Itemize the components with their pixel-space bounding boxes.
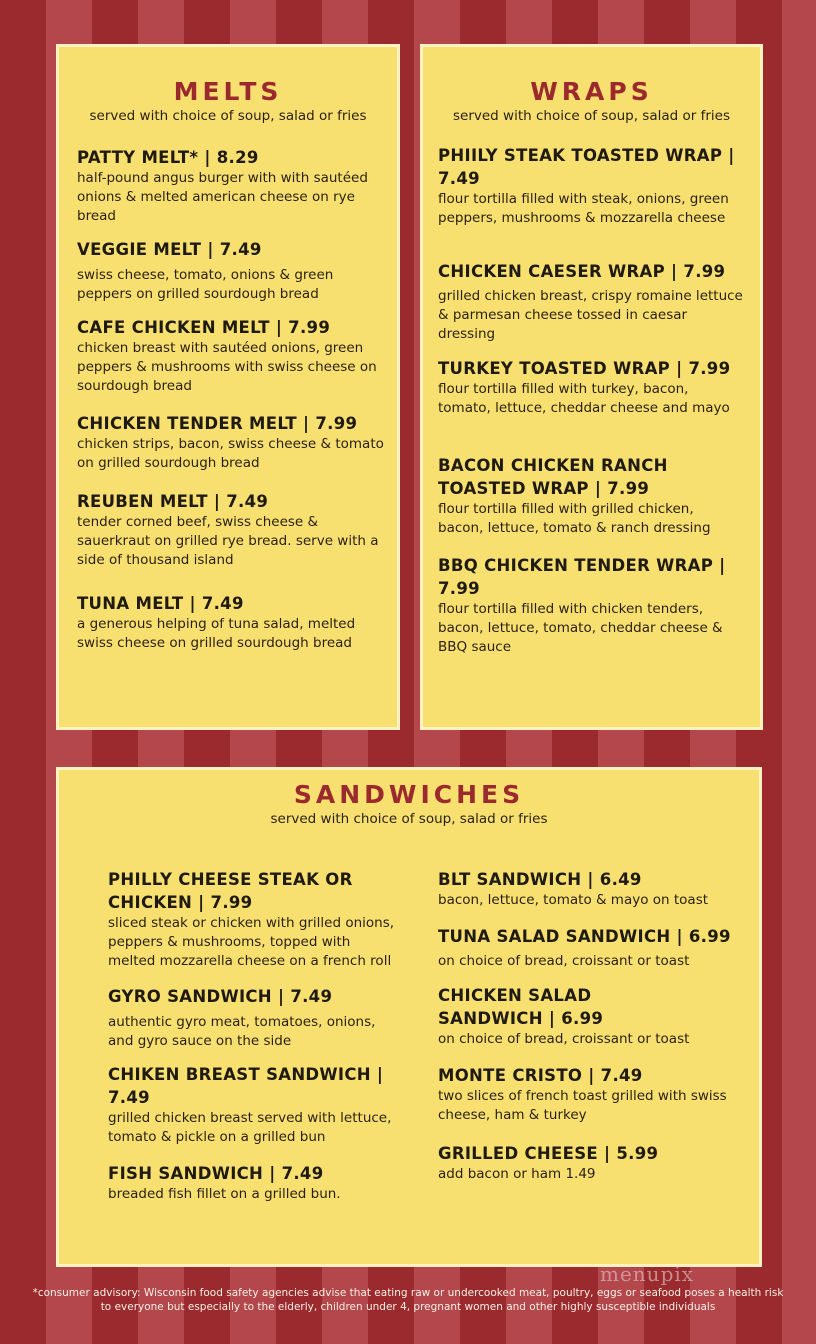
item-desc: swiss cheese, tomato, onions & green peppers on grilled sourdough bread xyxy=(77,267,334,302)
item-name: BACON CHICKEN RANCH TOASTED WRAP | 7.99 xyxy=(438,456,668,498)
item-name: CHICKEN CAESER WRAP | 7.99 xyxy=(438,262,726,281)
wraps-title: WRAPS xyxy=(530,77,653,106)
item-name: BLT SANDWICH | 6.49 xyxy=(438,870,642,889)
item-name: CAFE CHICKEN MELT | 7.99 xyxy=(77,318,331,337)
sandwiches-panel xyxy=(56,767,762,1267)
item-desc: grilled chicken breast served with lettuce, tomato & pickle on a grilled bun xyxy=(108,1110,392,1145)
melts-subtitle: served with choice of soup, salad or fries xyxy=(89,108,367,124)
menu-item xyxy=(77,412,387,473)
item-name: CHICKEN SALAD SANDWICH | 6.99 xyxy=(438,986,604,1028)
item-desc: flour tortilla filled with turkey, bacon, tomato, lettuce, cheddar cheese and mayo xyxy=(438,381,730,416)
item-name: CHICKEN TENDER MELT | 7.99 xyxy=(77,414,358,433)
advisory-line-2: to everyone but especially to the elderly, children under 4, pregnant women and other highly susceptible individuals xyxy=(100,1301,716,1313)
menu-item xyxy=(438,925,738,971)
item-name: MONTE CRISTO | 7.49 xyxy=(438,1066,643,1085)
item-name: PHIILY STEAK TOASTED WRAP | 7.49 xyxy=(438,146,735,188)
item-desc: sliced steak or chicken with grilled onions, peppers & mushrooms, topped with melted mozzarella cheese on a french roll xyxy=(108,915,395,969)
item-desc: flour tortilla filled with grilled chicken, bacon, lettuce, tomato & ranch dressing xyxy=(438,501,711,536)
sandwiches-title: SANDWICHES xyxy=(293,780,525,809)
menu-item xyxy=(438,1064,738,1125)
menu-item xyxy=(438,357,743,418)
menu-item xyxy=(438,1142,738,1184)
melts-panel xyxy=(56,44,400,730)
item-desc: flour tortilla filled with steak, onions, green peppers, mushrooms & mozzarella cheese xyxy=(438,191,729,226)
menu-item xyxy=(77,146,387,226)
item-desc: on choice of bread, croissant or toast xyxy=(438,1031,690,1047)
menu-item xyxy=(108,985,398,1051)
menu-item xyxy=(438,144,743,228)
wraps-panel xyxy=(420,44,763,730)
watermark-logo: menupix xyxy=(600,1262,695,1286)
menu-item xyxy=(77,490,387,570)
item-desc: authentic gyro meat, tomatoes, onions, and gyro sauce on the side xyxy=(108,1014,376,1049)
sandwiches-subtitle: served with choice of soup, salad or fries xyxy=(270,811,548,827)
menu-item xyxy=(77,238,387,304)
item-name: GYRO SANDWICH | 7.49 xyxy=(108,987,333,1006)
melts-title: MELTS xyxy=(173,77,283,106)
advisory-line-1: *consumer advisory: Wisconsin food safety agencies advise that eating raw or undercooked meat, poultry, eggs or seafood poses a health risk xyxy=(32,1287,784,1299)
wraps-subtitle: served with choice of soup, salad or fries xyxy=(453,108,730,124)
menu-item xyxy=(438,260,743,344)
item-desc: breaded fish fillet on a grilled bun. xyxy=(108,1186,341,1202)
item-desc: tender corned beef, swiss cheese & sauerkraut on grilled rye bread. serve with a side of thousand island xyxy=(77,514,379,568)
menu-item xyxy=(438,454,743,538)
item-desc: half-pound angus burger with with sautéed onions & melted american cheese on rye bread xyxy=(77,170,368,224)
item-desc: flour tortilla filled with chicken tenders, bacon, lettuce, tomato, cheddar cheese & BBQ sauce xyxy=(438,601,723,655)
menu-item xyxy=(438,868,738,910)
item-desc: add bacon or ham 1.49 xyxy=(438,1166,596,1182)
item-desc: grilled chicken breast, crispy romaine lettuce & parmesan cheese tossed in caesar dressing xyxy=(438,288,743,342)
item-name: FISH SANDWICH | 7.49 xyxy=(108,1164,324,1183)
menu-item xyxy=(438,554,743,657)
item-name: TUNA MELT | 7.49 xyxy=(77,594,244,613)
item-desc: bacon, lettuce, tomato & mayo on toast xyxy=(438,892,709,908)
menu-item xyxy=(108,868,398,971)
item-desc: chicken strips, bacon, swiss cheese & tomato on grilled sourdough bread xyxy=(77,436,384,471)
item-name: GRILLED CHEESE | 5.99 xyxy=(438,1144,659,1163)
item-name: TURKEY TOASTED WRAP | 7.99 xyxy=(438,359,731,378)
consumer-advisory xyxy=(0,1286,816,1314)
menu-item xyxy=(108,1162,398,1204)
menu-item xyxy=(77,316,387,396)
item-name: TUNA SALAD SANDWICH | 6.99 xyxy=(438,927,731,946)
item-name: REUBEN MELT | 7.49 xyxy=(77,492,269,511)
item-desc: on choice of bread, croissant or toast xyxy=(438,953,690,969)
item-desc: a generous helping of tuna salad, melted swiss cheese on grilled sourdough bread xyxy=(77,616,356,651)
item-name: PATTY MELT* | 8.29 xyxy=(77,148,259,167)
item-name: BBQ CHICKEN TENDER WRAP | 7.99 xyxy=(438,556,726,598)
menu-item xyxy=(438,984,690,1049)
menu-item xyxy=(108,1063,398,1147)
item-desc: chicken breast with sautéed onions, green peppers & mushrooms with swiss cheese on sourdough bread xyxy=(77,340,377,394)
item-name: PHILLY CHEESE STEAK OR CHICKEN | 7.99 xyxy=(108,870,353,912)
item-name: VEGGIE MELT | 7.49 xyxy=(77,240,262,259)
item-desc: two slices of french toast grilled with swiss cheese, ham & turkey xyxy=(438,1088,727,1123)
item-name: CHIKEN BREAST SANDWICH | 7.49 xyxy=(108,1065,384,1107)
menu-item xyxy=(77,592,387,653)
